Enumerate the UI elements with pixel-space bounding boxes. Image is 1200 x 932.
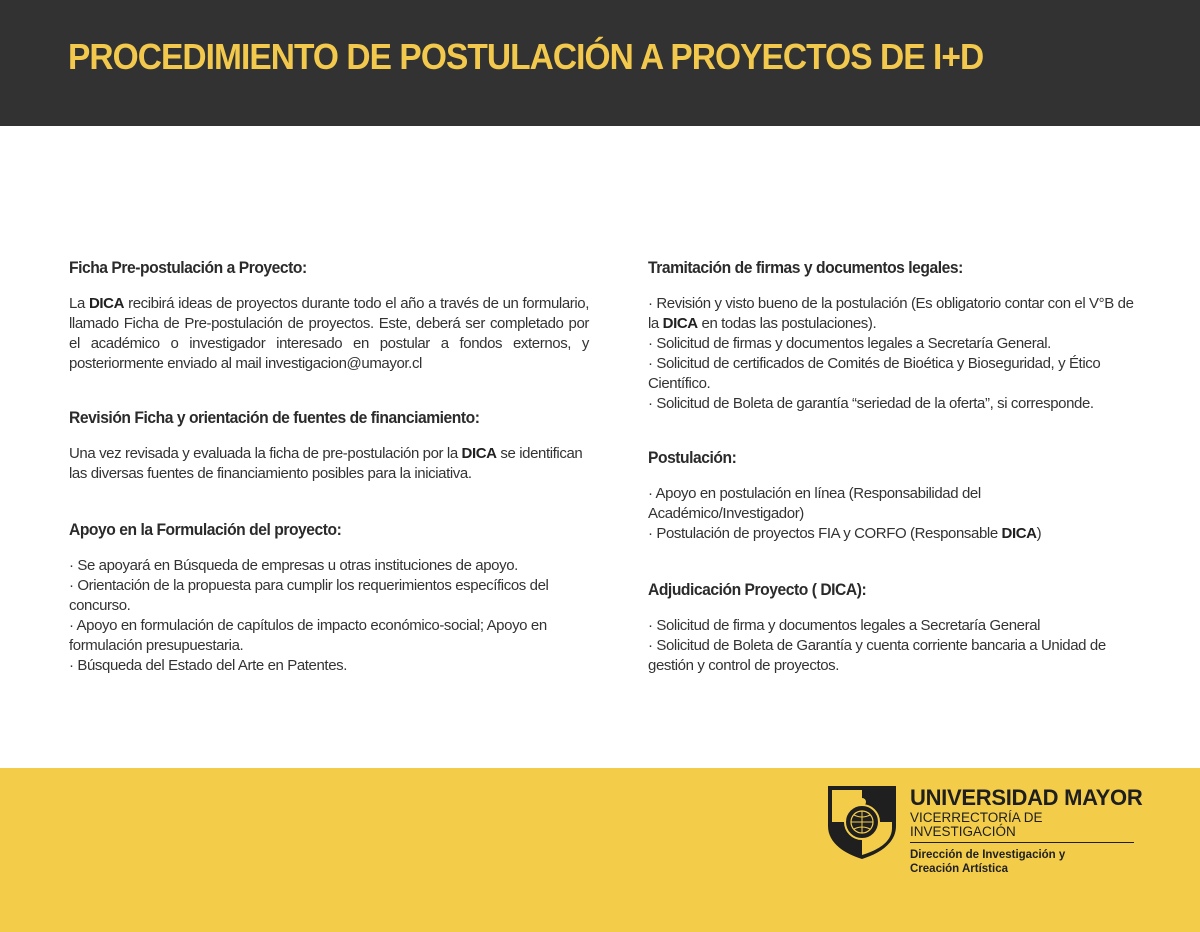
dica-brand: DICA bbox=[88, 295, 125, 312]
text-segment: se identifican las diversas fuentes de financiamiento posibles para la iniciativa. bbox=[69, 445, 583, 482]
bullet-list bbox=[648, 484, 1138, 544]
direccion-line-1: Dirección de Investigación y bbox=[910, 849, 1066, 861]
vicerrectoria-line-1: VICERRECTORÍA DE bbox=[910, 810, 1043, 825]
text-segment: · Revisión y visto bueno de la postulación (Es obligatorio contar con el V°B de la bbox=[648, 295, 1134, 332]
university-block bbox=[910, 785, 1143, 876]
list-item: · Solicitud de firma y documentos legales a Secretaría General bbox=[648, 617, 1041, 634]
divider bbox=[910, 842, 1134, 843]
dica-brand: DICA bbox=[461, 445, 497, 462]
list-item bbox=[648, 294, 1138, 334]
list-item: · Solicitud de Boleta de Garantía y cuenta corriente bancaria a Unidad de gestión y control de proyectos. bbox=[648, 637, 1106, 674]
section-title: Revisión Ficha y orientación de fuentes de financiamiento: bbox=[69, 408, 480, 427]
section-title: Adjudicación Proyecto ( DICA): bbox=[648, 580, 867, 599]
university-crest-icon bbox=[826, 782, 898, 860]
list-item bbox=[648, 524, 1138, 544]
list-item: · Apoyo en formulación de capítulos de impacto económico-social; Apoyo en formulación presupuestaria. bbox=[69, 617, 547, 654]
list-item: · Solicitud de Boleta de garantía “seriedad de la oferta”, si corresponde. bbox=[648, 395, 1094, 412]
header-bar bbox=[0, 0, 1200, 126]
text-segment: Una vez revisada y evaluada la ficha de pre-postulación por la bbox=[69, 445, 462, 462]
bullet-list bbox=[648, 294, 1138, 414]
university-name: UNIVERSIDAD MAYOR bbox=[910, 785, 1143, 810]
page-title: PROCEDIMIENTO DE POSTULACIÓN A PROYECTOS DE I+D bbox=[68, 36, 984, 77]
right-column bbox=[648, 258, 1138, 676]
paragraph bbox=[69, 444, 589, 484]
section-adjudicacion bbox=[648, 580, 1138, 676]
list-item: · Solicitud de firmas y documentos legales a Secretaría General. bbox=[648, 335, 1051, 352]
section-tramitacion bbox=[648, 258, 1138, 414]
section-title: Ficha Pre-postulación a Proyecto: bbox=[69, 258, 307, 277]
text-segment: · Postulación de proyectos FIA y CORFO (Responsable bbox=[648, 525, 1002, 542]
list-item: · Búsqueda del Estado del Arte en Patentes. bbox=[69, 657, 348, 674]
list-item: · Se apoyará en Búsqueda de empresas u otras instituciones de apoyo. bbox=[69, 557, 518, 574]
section-body bbox=[69, 294, 589, 374]
dica-brand: DICA bbox=[662, 315, 698, 332]
section-body bbox=[69, 444, 589, 484]
section-title: Tramitación de firmas y documentos legales: bbox=[648, 258, 963, 277]
text-segment: recibirá ideas de proyectos durante todo el año a través de un formulario, llamado Ficha de Pre-postulación de proyectos. Este, deberá ser completado por el académico o investigador interesado en postular a fondos externos, y posteriormente enviado al mail investigacion@umayor.cl bbox=[69, 295, 589, 372]
bullet-list bbox=[69, 556, 589, 676]
vicerrectoria-line-2: INVESTIGACIÓN bbox=[910, 824, 1016, 839]
text-segment: en todas las postulaciones). bbox=[697, 315, 877, 332]
direccion-line-2: Creación Artística bbox=[910, 863, 1008, 875]
section-ficha bbox=[69, 258, 589, 374]
left-column bbox=[69, 258, 589, 676]
paragraph bbox=[69, 294, 589, 374]
section-title: Postulación: bbox=[648, 448, 737, 467]
text-segment: ) bbox=[1036, 525, 1042, 542]
section-title: Apoyo en la Formulación del proyecto: bbox=[69, 520, 342, 539]
section-revision bbox=[69, 408, 589, 484]
dica-brand: DICA bbox=[1001, 525, 1037, 542]
text-segment: La bbox=[69, 295, 89, 312]
list-item: · Solicitud de certificados de Comités de Bioética y Bioseguridad, y Ético Científico. bbox=[648, 355, 1101, 392]
section-postulacion bbox=[648, 448, 1138, 544]
list-item: · Orientación de la propuesta para cumplir los requerimientos específicos del concurso. bbox=[69, 577, 549, 614]
bullet-list bbox=[648, 616, 1138, 676]
list-item: · Apoyo en postulación en línea (Responsabilidad del Académico/Investigador) bbox=[648, 485, 981, 522]
section-apoyo-formulacion bbox=[69, 520, 589, 676]
